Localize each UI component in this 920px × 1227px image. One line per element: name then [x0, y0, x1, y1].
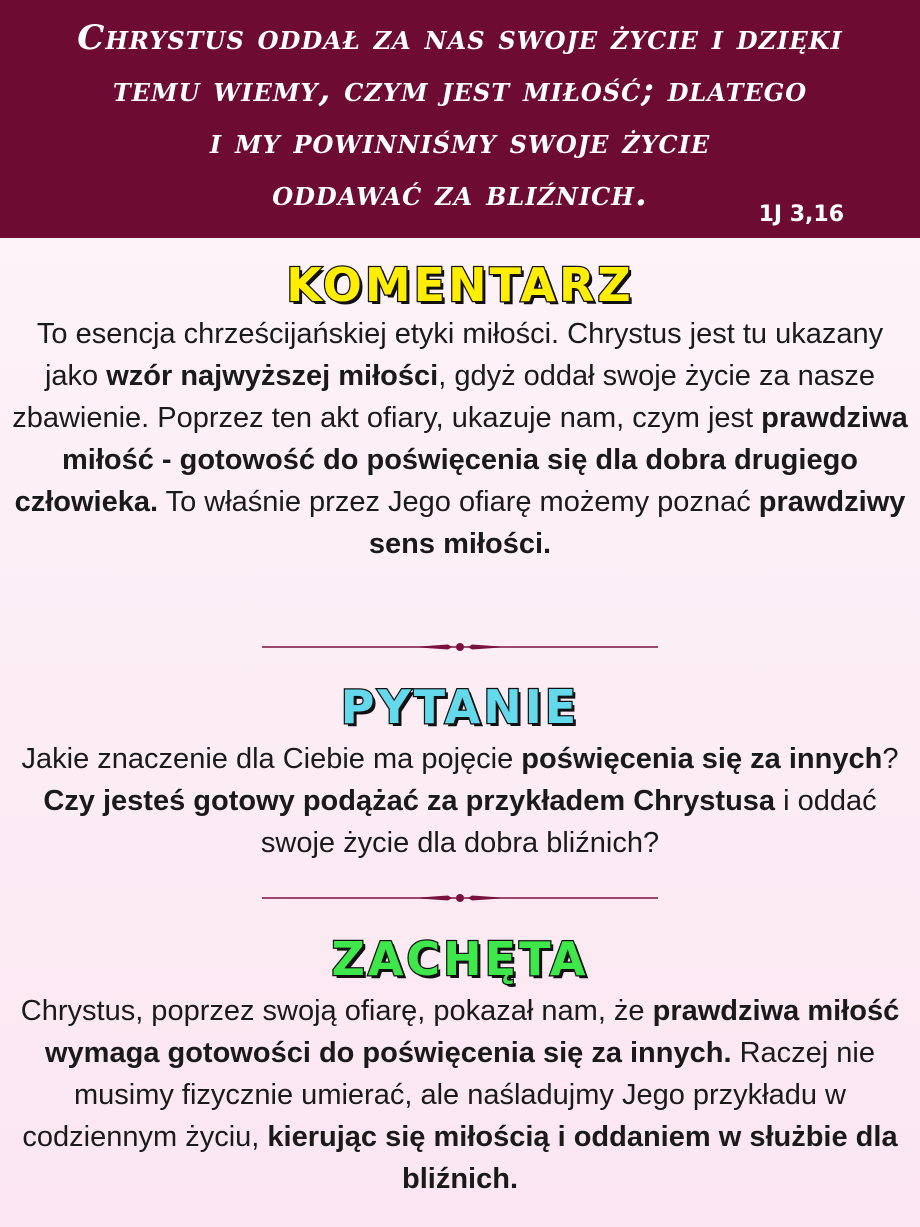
bible-quote — [20, 12, 900, 220]
quote-line: oddawać za bliźnich. — [272, 174, 648, 214]
text-segment-bold: wzór najwyższej miłości — [106, 360, 439, 392]
pytanie-text — [12, 738, 908, 864]
quote-line: i my powinniśmy swoje życie — [209, 122, 711, 162]
zacheta-text — [12, 990, 908, 1200]
verse-reference: 1J 3,16 — [758, 202, 844, 227]
text-segment: To właśnie przez Jego ofiarę możemy poznać — [158, 486, 759, 518]
ornamental-divider — [262, 637, 658, 657]
quote-line: Chrystus oddał za nas swoje życie i dzięki — [77, 18, 843, 58]
text-segment: Raczej nie musimy fizycznie umierać, ale naśladujmy Jego przykładu w codziennym życiu, — [22, 1037, 875, 1153]
komentarz-text — [12, 313, 908, 565]
text-segment: To esencja chrześcijańskiej etyki miłości. Chrystus jest tu ukazany jako — [36, 318, 884, 392]
text-segment: Jakie znaczenie dla Ciebie ma pojęcie — [21, 743, 522, 775]
text-segment: Chrystus, poprzez swoją ofiarę, pokazał nam, że — [20, 995, 653, 1027]
text-segment-bold: prawdziwa miłość - gotowość do poświęcenia się dla dobra drugiego człowieka. — [14, 402, 908, 518]
komentarz-title: KOMENTARZ — [286, 258, 634, 312]
quote-header — [0, 0, 920, 238]
text-segment: ? — [882, 743, 899, 775]
text-segment-bold: prawdziwa miłość wymaga gotowości do poświęcenia się za innych. — [45, 995, 900, 1069]
text-segment-bold: poświęcenia się za innych — [521, 743, 883, 775]
text-segment: , gdyż oddał swoje życie za nasze zbawienie. Poprzez ten akt ofiary, ukazuje nam, czym jest — [12, 360, 876, 434]
quote-line: temu wiemy, czym jest miłość; dlatego — [112, 70, 808, 110]
ornamental-divider — [262, 888, 658, 908]
text-segment: i oddać swoje życie dla dobra bliźnich? — [260, 785, 877, 859]
text-segment-bold: Czy jesteś gotowy podążać za przykładem Chrystusa — [43, 785, 776, 817]
zacheta-title: ZACHĘTA — [331, 932, 589, 986]
text-segment-bold: kierując się miłością i oddaniem w służbie dla bliźnich. — [267, 1121, 898, 1195]
text-segment-bold: prawdziwy sens miłości. — [368, 486, 906, 560]
pytanie-title: PYTANIE — [340, 680, 580, 734]
